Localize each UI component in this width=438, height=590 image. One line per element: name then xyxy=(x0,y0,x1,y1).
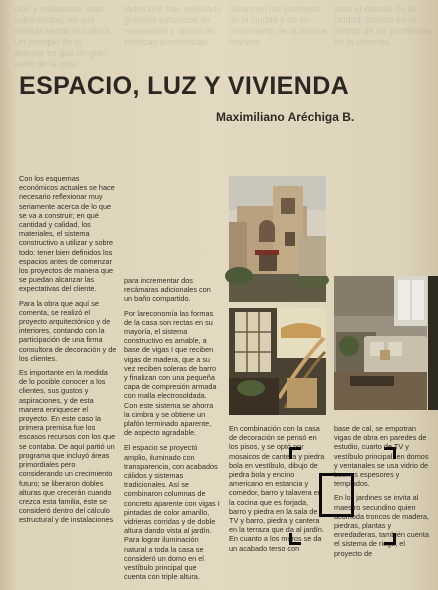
column2-paragraph-1: para incrementar dos recámaras adicionales con un baño compartido. xyxy=(124,276,211,304)
viewfinder-corner-top-right xyxy=(384,447,396,459)
viewfinder-focus-box xyxy=(319,473,354,517)
viewfinder-corner-bottom-right xyxy=(384,533,396,545)
column1-paragraph-3: Es importante en la medida de lo posible conocer a los clientes, sus gustos y aspiraciones, y de esta manera enriquecer el proyecto. En este caso la primera premisa fue los escasos recursos con los que se contaba. De aquí partió un programa que incluyó áreas primordiales pero considerando un crecimiento futuro; se liberaron dobles alturas que crecerán cuando crezca esta familia, éste se consideró dentro del cálculo estructural y de instalaciones xyxy=(19,368,116,525)
ghost-column-4: para el estudio de la ciudad, incluso en el ámbito de los problemas de la vivienda xyxy=(334,4,433,47)
ghost-column-2: tados que han implicado grandes esfuerzos de renovación y ajuste de políticas económicas xyxy=(124,4,222,47)
article-author: Maximiliano Aréchiga B. xyxy=(216,110,355,124)
ghost-column-3: dentro en los intereses de la ciudad y de su crecimiento de la misma manera xyxy=(229,4,327,47)
column2-paragraph-2: Por lareconomía las formas de la casa son rectas en su mayoría, el sistema constructivo es amable, a base de vigas I que reciben vigas de madera, que a su vez reciben soleras de barro y finalizan con una pequeña capa de compresión armada con malla electrosoldada. Con este sistema se ahorra la cimbra y se obtiene un plafón terminado aparente, de aspecto agradable. xyxy=(124,308,217,438)
ghost-column-1: ción y realizados, mas sufrimientos, en qué medida vende la cultura, Un ejemplo de lo anterior es que en gran parte de la obra xyxy=(14,4,113,69)
bleed-through-text xyxy=(0,0,438,69)
living-room-photo xyxy=(334,276,427,410)
viewfinder-corner-bottom-left xyxy=(289,533,301,545)
column4-paragraph-2: En los jardines se invita al maestro secundino quien acomoda troncos de madera, piedras, plantas y enredaderas, también cuenta el sistema de riego, el proyecto de xyxy=(334,493,429,558)
house-exterior-photo xyxy=(229,176,326,302)
article-title: ESPACIO, LUZ Y VIVIENDA xyxy=(19,72,350,100)
text-column-1 xyxy=(19,174,117,530)
column1-paragraph-1: Con los esquemas económicos actuales se hace necesario reflexionar muy seriamente acerca de lo que se va a construir; en qué cantidad y calidad, los materiales, el sistema constructivo a utilizar y sobre todo: tener bien definidos los espacios antes de comenzar los proyectos de manera que se puedan alcanzar las expectativas del cliente. xyxy=(19,174,115,294)
viewfinder-corner-top-left xyxy=(289,447,301,459)
column3-paragraph-1: En combinación con la casa de decoración se pensó en los pisos, y se optó por mosaicos de cantera y piedra bola en vestíbulo, dibujo de piedra bola y encino americano en estancia y comedor, barro y talavera en la cocina que es forjada, barro y piedra en la sala de TV y barro, piedra y cantera en la terraza que da al jardín. En cuanto a los muros se da un acabado terso con xyxy=(229,424,325,553)
column4-paragraph-1: base de cal, se empotran vigas de obra en paredes de estudio, cuarto de TV y vestíbulo principal, en domos y ventanales se usa vidrio de buenos espesores y templados. xyxy=(334,424,429,489)
text-column-3 xyxy=(229,424,327,558)
interior-stair-photo xyxy=(229,308,326,415)
adjacent-photo-edge xyxy=(428,276,438,410)
column2-paragraph-3: El espacio se proyectó amplio, iluminado con transparencia, con acabados cálidos y sistemas tradicionales. Así se combinaron columnas de concreto aparente con vigas I pintadas de color amarillo, vidrieras corridas y de doble altura dando vista al jardín. Para lograr iluminación natural a toda la casa se consideró un domo en el vestíbulo principal que cuenta con triple altura. xyxy=(124,443,220,582)
column1-paragraph-2: Para la obra que aquí se comenta, se realizó el proyecto arquitectónico y de interiores, contando con la participación de una firma consultora de decoración y de los clientes. xyxy=(19,298,117,363)
text-column-2 xyxy=(124,276,220,587)
